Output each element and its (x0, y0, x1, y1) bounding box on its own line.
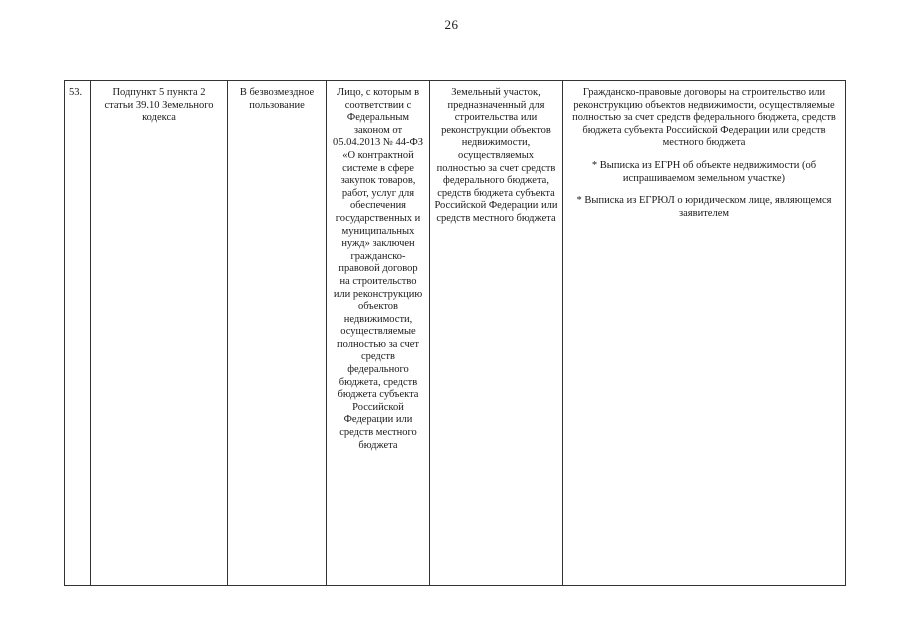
page-number: 26 (444, 17, 459, 32)
table-row (65, 81, 846, 586)
land-rights-table (64, 80, 846, 586)
row-number: 53. (65, 81, 91, 586)
documents-note-egrn: * Выписка из ЕГРН об объекте недвижимости (об испрашиваемом земельном участке) (591, 159, 817, 184)
applicant-cell: Лицо, с которым в соответствии с Федеральным законом от 05.04.2013 № 44-ФЗ «О контрактной системе в сфере закупок товаров, работ, услуг для обеспечения государственных и муниципальных нужд» заключен гражданско-правовой договор на строительство или реконструкцию объектов недвижимости, осуществляемые полностью за счет средств федерального бюджета, средств бюджета субъекта Российской Федерации или средств местного бюджета (327, 81, 430, 586)
legal-basis-cell: Подпункт 5 пункта 2 статьи 39.10 Земельного кодекса (91, 81, 228, 586)
right-type-cell: В безвозмездное пользование (228, 81, 327, 586)
land-plot-cell: Земельный участок, предназначенный для строительства или реконструкции объектов недвижимости, осуществляемых полностью за счет средств федерального бюджета, средств бюджета субъекта Российской Федерации или средств местного бюджета (430, 81, 563, 586)
documents-note-egrul: * Выписка из ЕГРЮЛ о юридическом лице, являющемся заявителем (576, 195, 832, 219)
documents-cell (563, 81, 846, 586)
documents-main-text: Гражданско-правовые договоры на строительство или реконструкцию объектов недвижимости, осуществляемые полностью за счет средств федерального бюджета, средств бюджета субъекта Российской Федерации или средств местного бюджета (572, 87, 836, 149)
